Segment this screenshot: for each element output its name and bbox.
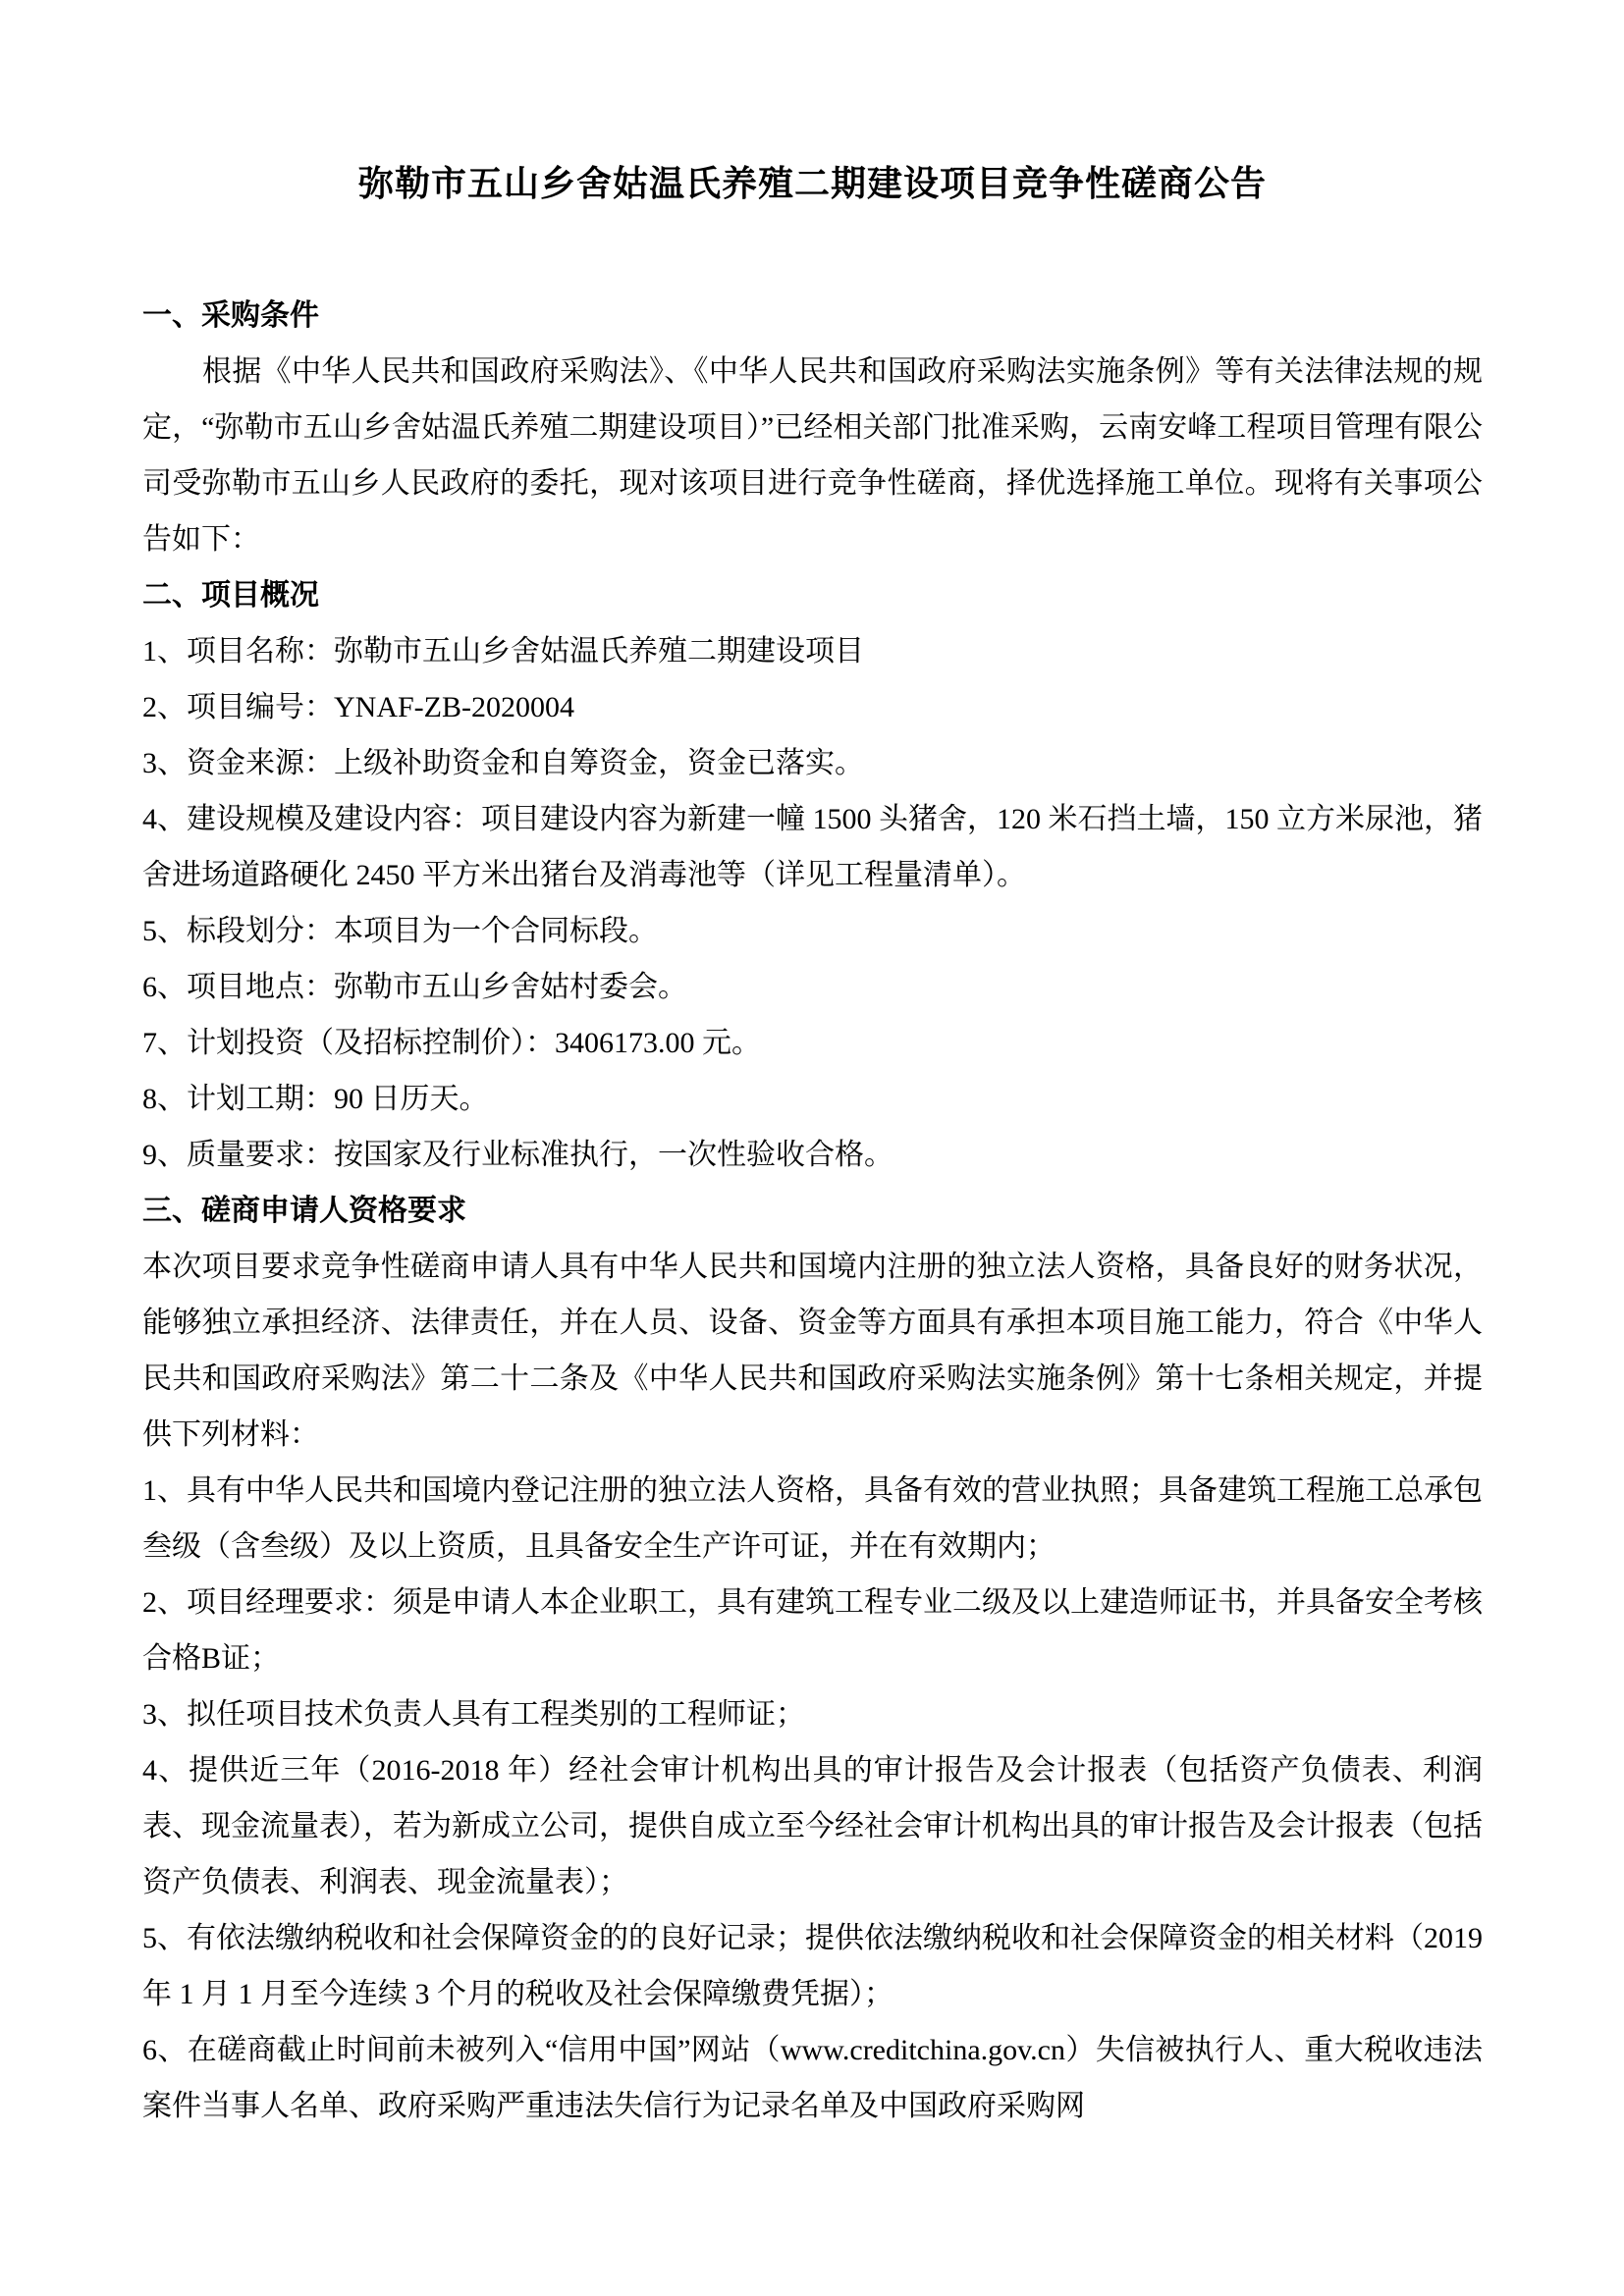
qualification-intro-paragraph: 本次项目要求竞争性磋商申请人具有中华人民共和国境内注册的独立法人资格，具备良好的财务状况，能够独立承担经济、法律责任，并在人员、设备、资金等方面具有承担本项目施工能力，符合《中华人民共和国政府采购法》第二十二条及《中华人民共和国政府采购法实施条例》第十七条相关规定，并提供下列材料： — [142, 1251, 1483, 1451]
planned-investment-item: 7、计划投资（及招标控制价）：3406173.00 元。 — [142, 1027, 761, 1059]
document-title-text: 弥勒市五山乡舍姑温氏养殖二期建设项目竞争性磋商公告 — [357, 163, 1267, 203]
planned-duration-item: 8、计划工期：90 日历天。 — [142, 1083, 489, 1115]
section-1-heading: 一、采购条件 — [142, 299, 319, 332]
technical-lead-requirement-item: 3、拟任项目技术负责人具有工程类别的工程师证； — [142, 1698, 805, 1731]
tax-social-security-requirement-item: 5、有依法缴纳税收和社会保障资金的的良好记录；提供依法缴纳税收和社会保障资金的相关材料（2019 年 1 月 1 月至今连续 3 个月的税收及社会保障缴费凭据）； — [142, 1922, 1483, 2010]
section-applicant-qualifications — [142, 1183, 1483, 2134]
construction-scope-item: 4、建设规模及建设内容：项目建设内容为新建一幢 1500 头猪舍，120 米石挡土墙，150 立方米尿池，猪舍进场道路硬化 2450 平方米出猪台及消毒池等（详见工程量清单）。 — [142, 803, 1483, 891]
legal-person-requirement-item: 1、具有中华人民共和国境内登记注册的独立法人资格，具备有效的营业执照；具备建筑工程施工总承包叁级（含叁级）及以上资质，且具备安全生产许可证，并在有效期内； — [142, 1474, 1483, 1563]
section-2-heading: 二、项目概况 — [142, 579, 319, 612]
project-location-item: 6、项目地点：弥勒市五山乡舍姑村委会。 — [142, 971, 687, 1003]
quality-requirement-item: 9、质量要求：按国家及行业标准执行，一次性验收合格。 — [142, 1139, 893, 1171]
project-name-item: 1、项目名称：弥勒市五山乡舍姑温氏养殖二期建设项目 — [142, 635, 864, 667]
document-title — [142, 155, 1483, 211]
audit-report-requirement-item: 4、提供近三年（2016-2018 年）经社会审计机构出具的审计报告及会计报表（包括资产负债表、利润表、现金流量表），若为新成立公司，提供自成立至今经社会审计机构出具的审计报告及会计报表（包括资产负债表、利润表、现金流量表）； — [142, 1754, 1483, 1898]
section-procurement-conditions — [142, 288, 1483, 567]
bid-section-item: 5、标段划分：本项目为一个合同标段。 — [142, 915, 658, 947]
credit-record-requirement-item: 6、在磋商截止时间前未被列入“信用中国”网站（www.creditchina.gov.cn）失信被执行人、重大税收违法案件当事人名单、政府采购严重违法失信行为记录名单及中国政府采购网 — [142, 2034, 1483, 2122]
section-1-paragraph: 根据《中华人民共和国政府采购法》、《中华人民共和国政府采购法实施条例》等有关法律法规的规定，“弥勒市五山乡舍姑温氏养殖二期建设项目）”已经相关部门批准采购，云南安峰工程项目管理有限公司受弥勒市五山乡人民政府的委托，现对该项目进行竞争性磋商，择优选择施工单位。现将有关事项公告如下： — [142, 355, 1483, 556]
funding-source-item: 3、资金来源：上级补助资金和自筹资金，资金已落实。 — [142, 747, 864, 779]
section-3-heading: 三、磋商申请人资格要求 — [142, 1195, 466, 1227]
project-manager-requirement-item: 2、项目经理要求：须是申请人本企业职工，具有建筑工程专业二级及以上建造师证书，并具备安全考核合格B证； — [142, 1586, 1483, 1675]
project-number-item: 2、项目编号：YNAF-ZB-2020004 — [142, 691, 574, 723]
section-project-overview — [142, 567, 1483, 1183]
